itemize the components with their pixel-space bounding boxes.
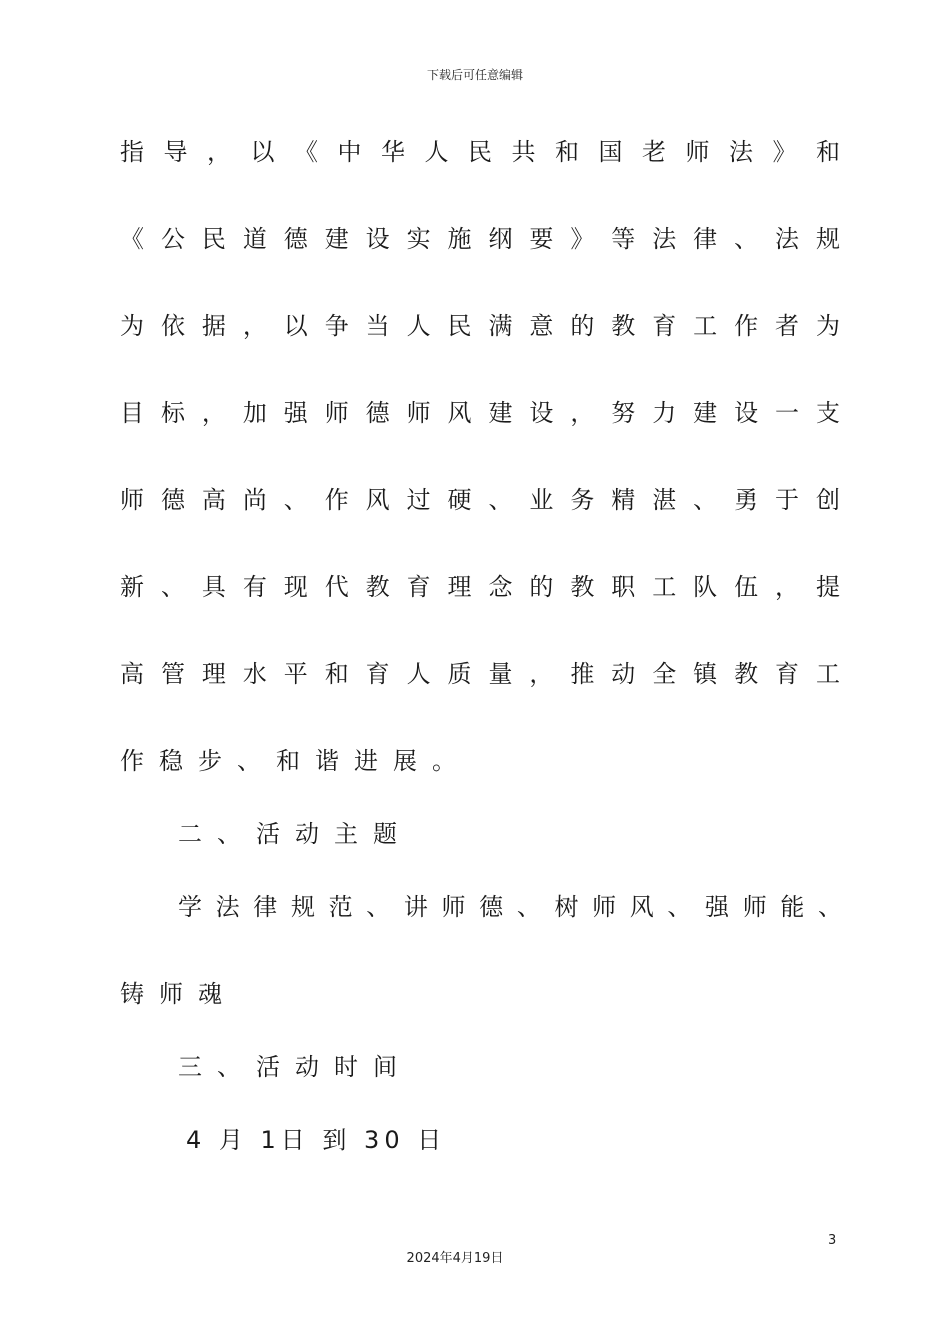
page-footer-date: 2024年4月19日: [406, 1251, 504, 1266]
body-line-1: 指导，以《中华人民共和国老师法》和: [120, 138, 840, 166]
body-line-2: 《公民道德建设实施纲要》等法律、法规: [120, 225, 840, 253]
section-heading-time: 三、活动时间: [178, 1053, 412, 1081]
body-line-6: 新、具有现代教育理念的教职工队伍，提: [120, 573, 840, 601]
page-number: 3: [828, 1233, 837, 1248]
theme-text-line-1: 学法律规范、讲师德、树师风、强师能、: [178, 893, 842, 921]
page-header: 下载后可任意编辑: [426, 68, 523, 82]
time-text: 4 月 1日 到 30 日: [186, 1126, 447, 1154]
section-heading-theme: 二、活动主题: [178, 820, 412, 848]
body-line-4: 目标，加强师德师风建设，努力建设一支: [120, 399, 840, 427]
body-line-5: 师德高尚、作风过硬、业务精湛、勇于创: [120, 486, 840, 514]
body-line-3: 为依据，以争当人民满意的教育工作者为: [120, 312, 840, 340]
body-line-8: 作稳步、和谐进展。: [120, 747, 471, 775]
body-line-7: 高管理水平和育人质量，推动全镇教育工: [120, 660, 840, 688]
theme-text-line-2: 铸师魂: [120, 980, 237, 1008]
